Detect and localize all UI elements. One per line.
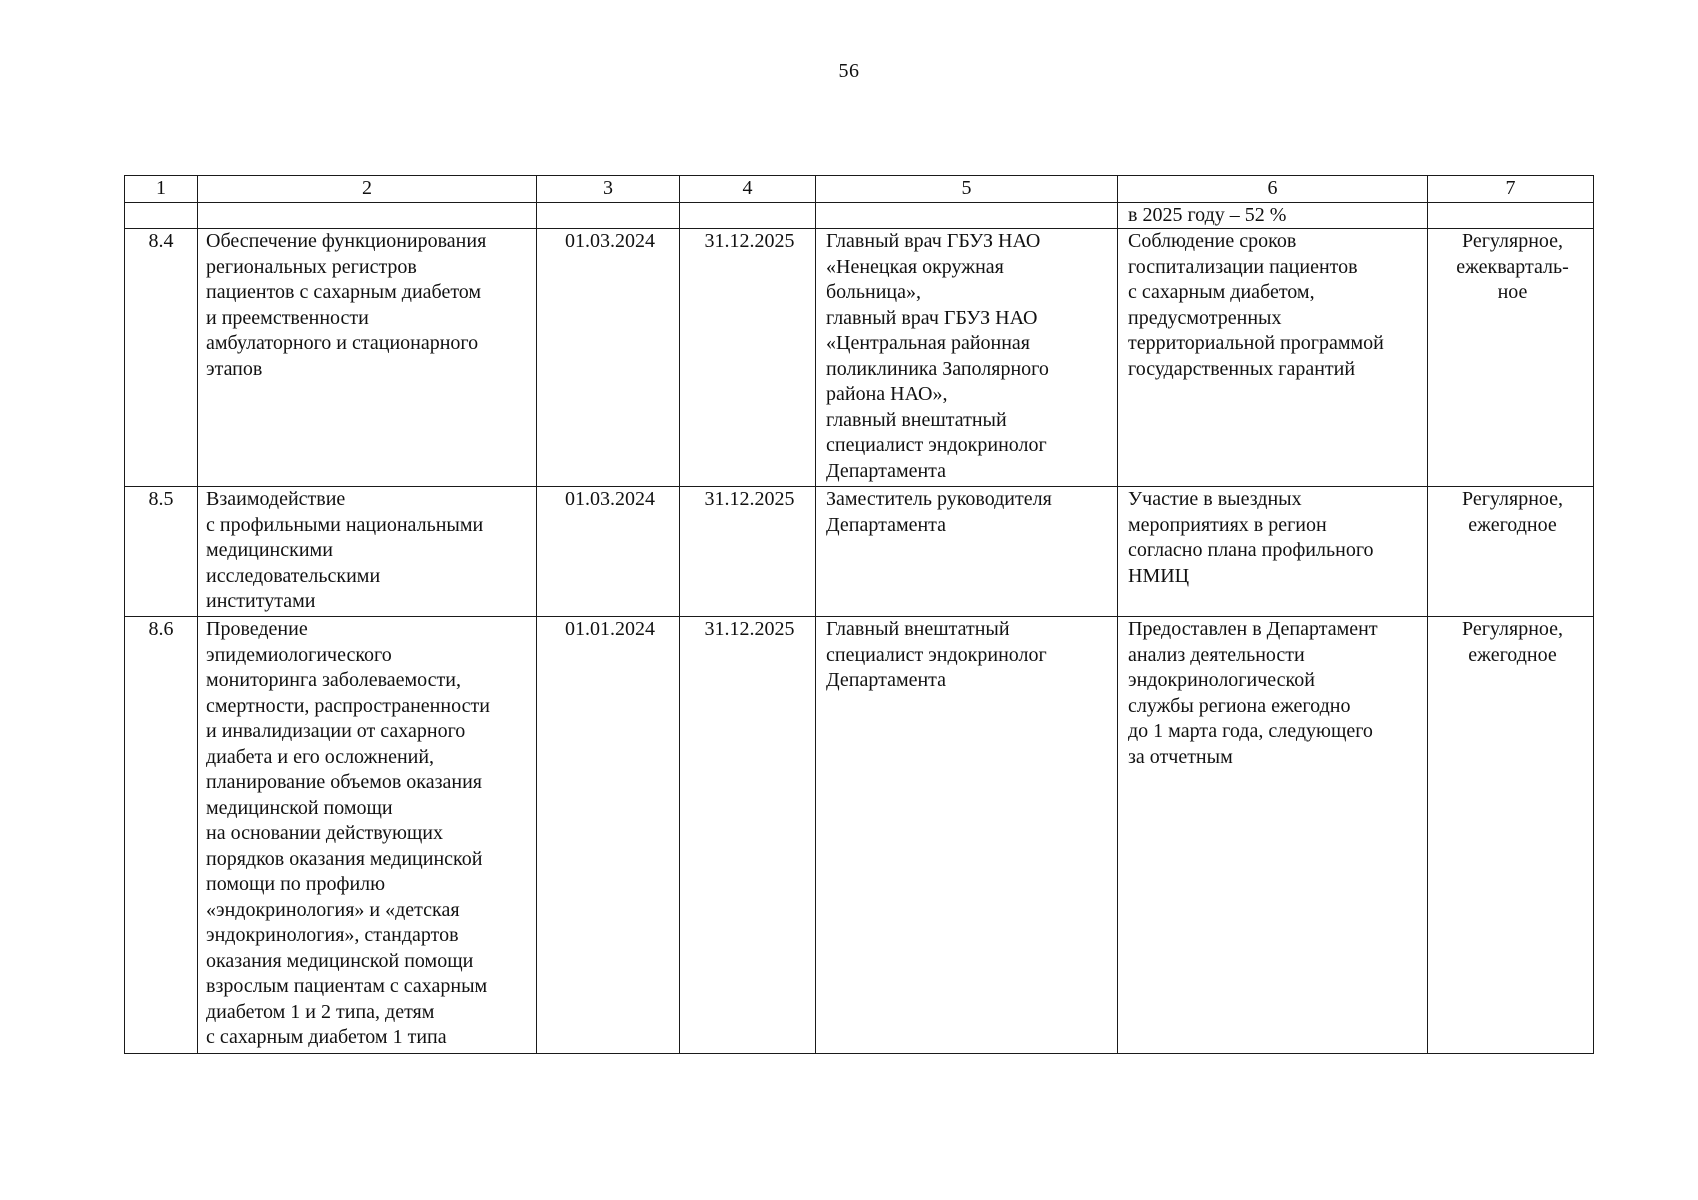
text-line: анализ деятельности [1128, 643, 1305, 666]
action-description [198, 229, 537, 487]
start-date: 01.03.2024 [537, 487, 680, 617]
text-line: ежегодное [1468, 643, 1557, 666]
end-date: 31.12.2025 [680, 487, 816, 617]
text-line: ежекварталь- [1456, 255, 1569, 278]
text-line: района НАО», [826, 383, 948, 405]
text-line: и преемственности [206, 306, 369, 329]
text-line: Департамента [826, 459, 947, 482]
text-line: порядков оказания медицинской [206, 847, 483, 870]
text-line: НМИЦ [1128, 564, 1190, 587]
text-line: с сахарным диабетом 1 типа [206, 1026, 447, 1048]
continuation-cell-2 [198, 202, 537, 229]
text-line: Главный врач ГБУЗ НАО [826, 230, 1041, 252]
text-line: главный врач ГБУЗ НАО [826, 306, 1038, 329]
start-date: 01.01.2024 [537, 617, 680, 1054]
text-line: до 1 марта года, следующего [1128, 720, 1373, 742]
text-line: специалист эндокринолог [826, 643, 1047, 666]
text-line: государственных гарантий [1128, 357, 1356, 380]
responsible-person [816, 617, 1118, 1054]
text-line: планирование объемов оказания [206, 771, 482, 793]
text-line: Главный внештатный [826, 618, 1010, 640]
text-line: за отчетным [1128, 745, 1233, 768]
text-line: эндокринология», стандартов [206, 924, 459, 946]
text-line: эпидемиологического [206, 643, 392, 666]
text-line: диабетом 1 и 2 типа, детям [206, 1000, 435, 1023]
text-line: диабета и его осложнений, [206, 745, 435, 768]
action-description [198, 487, 537, 617]
text-line: «эндокринология» и «детская [206, 898, 460, 921]
text-line: и инвалидизации от сахарного [206, 720, 466, 742]
item-number: 8.5 [125, 487, 198, 617]
activity-plan-table [124, 175, 1594, 1054]
text-line: смертности, распространенности [206, 694, 490, 717]
text-line: ное [1497, 281, 1528, 303]
text-line: Взаимодействие [206, 488, 346, 510]
start-date: 01.03.2024 [537, 229, 680, 487]
text-line: ежегодное [1468, 513, 1557, 536]
text-line: предусмотренных [1128, 306, 1282, 329]
text-line: больница», [826, 281, 921, 303]
text-line: госпитализации пациентов [1128, 255, 1358, 278]
continuation-result-text: в 2025 году – 52 % [1128, 203, 1287, 226]
table-row [125, 617, 1594, 1054]
text-line: с сахарным диабетом, [1128, 281, 1315, 303]
frequency [1428, 487, 1594, 617]
continuation-cell-1 [125, 202, 198, 229]
column-number-row [125, 176, 1594, 203]
text-line: с профильными национальными [206, 513, 484, 536]
text-line: Регулярное, [1461, 618, 1564, 640]
responsible-person [816, 487, 1118, 617]
column-number-2: 2 [198, 176, 537, 203]
text-line: поликлиника Заполярного [826, 357, 1049, 380]
text-line: Департамента [826, 513, 947, 536]
text-line: Предоставлен в Департамент [1128, 618, 1378, 640]
text-line: Департамента [826, 669, 947, 691]
text-line: исследовательскими [206, 564, 381, 587]
item-number: 8.6 [125, 617, 198, 1054]
expected-result [1118, 617, 1428, 1054]
continuation-result-cell [1118, 202, 1428, 229]
continuation-row [125, 202, 1594, 229]
continuation-cell-7 [1428, 202, 1594, 229]
text-line: «Центральная районная [826, 332, 1031, 354]
text-line: Регулярное, [1461, 488, 1564, 510]
text-line: Участие в выездных [1128, 488, 1302, 510]
text-line: на основании действующих [206, 822, 444, 844]
column-number-4: 4 [680, 176, 816, 203]
text-line: оказания медицинской помощи [206, 949, 474, 972]
text-line: этапов [206, 357, 263, 380]
page-number: 56 [838, 60, 860, 82]
table-row [125, 487, 1594, 617]
column-number-6: 6 [1118, 176, 1428, 203]
end-date: 31.12.2025 [680, 229, 816, 487]
end-date: 31.12.2025 [680, 617, 816, 1054]
text-line: службы региона ежегодно [1128, 694, 1351, 717]
text-line: медицинскими [206, 539, 333, 561]
text-line: мероприятиях в регион [1128, 513, 1327, 536]
responsible-person [816, 229, 1118, 487]
text-line: пациентов с сахарным диабетом [206, 281, 482, 303]
text-line: Заместитель руководителя [826, 488, 1052, 510]
expected-result [1118, 229, 1428, 487]
column-number-5: 5 [816, 176, 1118, 203]
continuation-cell-3 [537, 202, 680, 229]
frequency [1428, 229, 1594, 487]
column-number-1: 1 [125, 176, 198, 203]
column-number-7: 7 [1428, 176, 1594, 203]
text-line: взрослым пациентам с сахарным [206, 975, 488, 997]
text-line: медицинской помощи [206, 796, 393, 819]
text-line: эндокринологической [1128, 669, 1315, 691]
continuation-cell-4 [680, 202, 816, 229]
text-line: территориальной программой [1128, 332, 1384, 354]
text-line: амбулаторного и стационарного [206, 332, 479, 354]
text-line: специалист эндокринолог [826, 434, 1047, 456]
text-line: согласно плана профильного [1128, 539, 1374, 561]
text-line: Соблюдение сроков [1128, 230, 1297, 252]
table-row [125, 229, 1594, 487]
expected-result [1118, 487, 1428, 617]
text-line: региональных регистров [206, 255, 417, 278]
frequency [1428, 617, 1594, 1054]
text-line: Регулярное, [1461, 230, 1564, 252]
item-number: 8.4 [125, 229, 198, 487]
text-line: «Ненецкая окружная [826, 255, 1004, 278]
text-line: помощи по профилю [206, 873, 386, 895]
text-line: мониторинга заболеваемости, [206, 669, 461, 691]
text-line: Обеспечение функционирования [206, 230, 487, 252]
text-line: Проведение [206, 618, 308, 640]
action-description [198, 617, 537, 1054]
column-number-3: 3 [537, 176, 680, 203]
text-line: институтами [206, 590, 316, 612]
text-line: главный внештатный [826, 408, 1007, 431]
continuation-cell-5 [816, 202, 1118, 229]
